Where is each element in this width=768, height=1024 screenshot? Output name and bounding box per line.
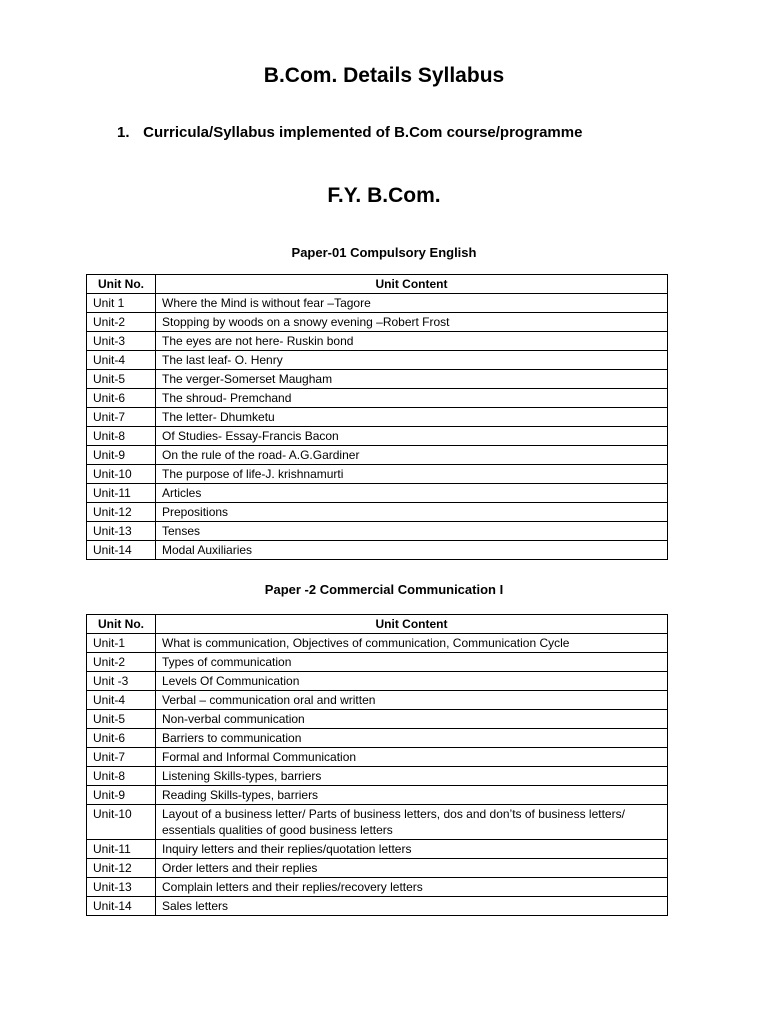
table-row	[87, 446, 668, 465]
table-row	[87, 878, 668, 897]
paper-2-table	[86, 614, 668, 916]
unit-content-cell: On the rule of the road- A.G.Gardiner	[156, 446, 668, 465]
unit-number-cell: Unit-6	[87, 729, 156, 748]
unit-number-cell: Unit-1	[87, 634, 156, 653]
unit-number-cell: Unit-5	[87, 370, 156, 389]
unit-content-cell: Where the Mind is without fear –Tagore	[156, 294, 668, 313]
paper-1-table	[86, 274, 668, 560]
unit-number-cell: Unit-14	[87, 897, 156, 916]
unit-number-cell: Unit-10	[87, 805, 156, 840]
table-header-row	[87, 615, 668, 634]
unit-number-cell: Unit-13	[87, 878, 156, 897]
table-row	[87, 840, 668, 859]
table-row	[87, 408, 668, 427]
paper-1-title: Paper-01 Compulsory English	[291, 245, 477, 260]
unit-content-cell: Verbal – communication oral and written	[156, 691, 668, 710]
unit-content-cell: Order letters and their replies	[156, 859, 668, 878]
table-row	[87, 634, 668, 653]
unit-content-cell: The verger-Somerset Maugham	[156, 370, 668, 389]
unit-number-cell: Unit-7	[87, 408, 156, 427]
unit-content-header: Unit Content	[156, 275, 668, 294]
unit-content-cell: Of Studies- Essay-Francis Bacon	[156, 427, 668, 446]
unit-number-cell: Unit -3	[87, 672, 156, 691]
unit-number-cell: Unit-12	[87, 859, 156, 878]
unit-content-cell: Prepositions	[156, 503, 668, 522]
table-row	[87, 767, 668, 786]
table-row	[87, 332, 668, 351]
list-item-number: 1.	[117, 124, 130, 141]
unit-number-cell: Unit-8	[87, 767, 156, 786]
unit-number-cell: Unit-12	[87, 503, 156, 522]
table-row	[87, 370, 668, 389]
table-row	[87, 351, 668, 370]
unit-content-cell: Tenses	[156, 522, 668, 541]
class-subtitle: F.Y. B.Com.	[327, 184, 441, 207]
table-row	[87, 465, 668, 484]
unit-content-cell: The eyes are not here- Ruskin bond	[156, 332, 668, 351]
unit-number-cell: Unit-4	[87, 351, 156, 370]
unit-content-cell: The purpose of life-J. krishnamurti	[156, 465, 668, 484]
unit-no-header: Unit No.	[87, 275, 156, 294]
table-row	[87, 427, 668, 446]
unit-number-cell: Unit-2	[87, 653, 156, 672]
unit-content-cell: Stopping by woods on a snowy evening –Robert Frost	[156, 313, 668, 332]
table-row	[87, 313, 668, 332]
unit-number-cell: Unit-5	[87, 710, 156, 729]
unit-content-cell: Formal and Informal Communication	[156, 748, 668, 767]
unit-number-cell: Unit 1	[87, 294, 156, 313]
unit-no-header: Unit No.	[87, 615, 156, 634]
table-row	[87, 710, 668, 729]
table-header-row	[87, 275, 668, 294]
unit-content-cell: What is communication, Objectives of communication, Communication Cycle	[156, 634, 668, 653]
unit-content-cell: Inquiry letters and their replies/quotation letters	[156, 840, 668, 859]
table-row	[87, 522, 668, 541]
unit-number-cell: Unit-3	[87, 332, 156, 351]
table-row	[87, 859, 668, 878]
table-row	[87, 805, 668, 840]
unit-content-cell: Reading Skills-types, barriers	[156, 786, 668, 805]
document-title: B.Com. Details Syllabus	[263, 64, 505, 87]
unit-content-cell: Layout of a business letter/ Parts of business letters, dos and don’ts of business letters/ essentials qualities of good business letters	[156, 805, 668, 840]
table-row	[87, 294, 668, 313]
list-item-text: Curricula/Syllabus implemented of B.Com course/programme	[143, 124, 583, 141]
unit-number-cell: Unit-9	[87, 446, 156, 465]
unit-content-header: Unit Content	[156, 615, 668, 634]
unit-number-cell: Unit-7	[87, 748, 156, 767]
table-row	[87, 672, 668, 691]
unit-content-cell: Modal Auxiliaries	[156, 541, 668, 560]
unit-content-cell: Levels Of Communication	[156, 672, 668, 691]
unit-number-cell: Unit-6	[87, 389, 156, 408]
unit-number-cell: Unit-13	[87, 522, 156, 541]
table-row	[87, 786, 668, 805]
unit-number-cell: Unit-8	[87, 427, 156, 446]
table-row	[87, 691, 668, 710]
unit-number-cell: Unit-10	[87, 465, 156, 484]
unit-content-cell: Sales letters	[156, 897, 668, 916]
table-row	[87, 897, 668, 916]
paper-2-title: Paper -2 Commercial Communication I	[264, 582, 504, 597]
unit-content-cell: Non-verbal communication	[156, 710, 668, 729]
unit-number-cell: Unit-11	[87, 840, 156, 859]
unit-number-cell: Unit-11	[87, 484, 156, 503]
table-row	[87, 389, 668, 408]
unit-content-cell: Articles	[156, 484, 668, 503]
unit-number-cell: Unit-2	[87, 313, 156, 332]
unit-content-cell: The last leaf- O. Henry	[156, 351, 668, 370]
unit-content-cell: Barriers to communication	[156, 729, 668, 748]
unit-number-cell: Unit-9	[87, 786, 156, 805]
unit-content-cell: Types of communication	[156, 653, 668, 672]
table-row	[87, 484, 668, 503]
unit-content-cell: Complain letters and their replies/recovery letters	[156, 878, 668, 897]
table-row	[87, 541, 668, 560]
unit-content-cell: Listening Skills-types, barriers	[156, 767, 668, 786]
curricula-list-item	[117, 124, 582, 141]
table-row	[87, 748, 668, 767]
table-row	[87, 729, 668, 748]
unit-number-cell: Unit-14	[87, 541, 156, 560]
unit-content-cell: The shroud- Premchand	[156, 389, 668, 408]
unit-content-cell: The letter- Dhumketu	[156, 408, 668, 427]
table-row	[87, 653, 668, 672]
unit-number-cell: Unit-4	[87, 691, 156, 710]
table-row	[87, 503, 668, 522]
